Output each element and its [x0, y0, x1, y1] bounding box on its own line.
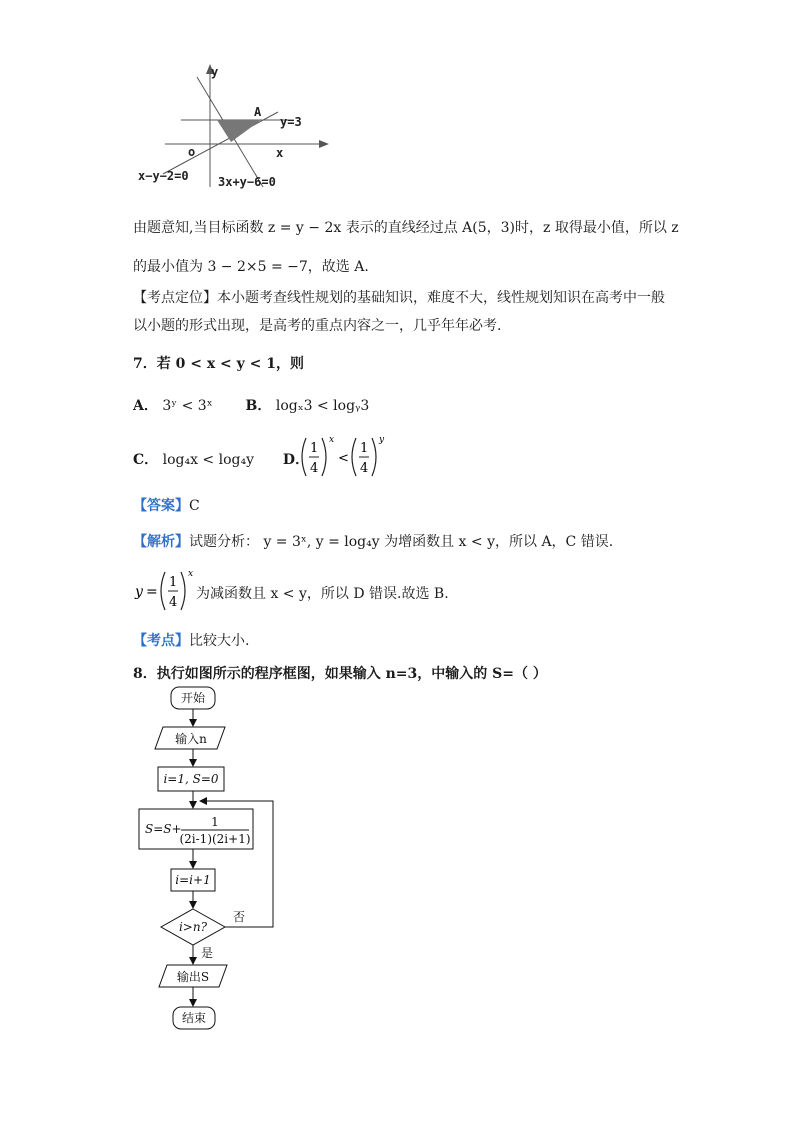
svg-text:=: = — [146, 584, 158, 600]
svg-text:<: < — [338, 451, 349, 466]
origin-label: o — [188, 145, 196, 159]
line-2-label: 3x+y−6=0 — [218, 175, 276, 189]
solution6-line1: 由题意知,当目标函数 z = y − 2x 表示的直线经过点 A(5，3)时，z 取得最小值，所以 z — [133, 220, 679, 236]
x-axis-label: x — [276, 146, 284, 160]
fc-init-text: i=1, S=0 — [163, 772, 219, 786]
svg-text:1: 1 — [310, 441, 319, 456]
svg-text:4: 4 — [360, 461, 369, 476]
q7-opt-a-label: A． — [133, 398, 158, 414]
kaodian-text2: 以小题的形式出现，是高考的重点内容之一，几乎年年必考. — [133, 318, 502, 334]
fc-yes: 是 — [201, 946, 214, 960]
svg-text:1: 1 — [169, 575, 178, 590]
fc-frac-num: 1 — [211, 815, 219, 829]
kaodian-dingwei — [133, 287, 665, 307]
fc-update-text: S=S+ — [145, 822, 182, 836]
q7-title: 7．若 0 < x < y < 1，则 — [133, 356, 305, 372]
fc-start-text: 开始 — [180, 691, 206, 705]
q7-analysis-formula — [133, 566, 195, 616]
q7-options-ab — [133, 395, 369, 415]
svg-text:y: y — [379, 435, 385, 445]
svg-text:x: x — [329, 435, 335, 445]
kp-text: 比较大小. — [189, 633, 250, 649]
q7-opt-d-formula — [298, 432, 388, 482]
feasible-region — [217, 120, 261, 142]
solution6-line2: 的最小值为 3 − 2×5 = −7，故选 A. — [133, 259, 369, 275]
analysis-label: 【解析】 — [133, 534, 189, 550]
feasible-region-graph — [133, 62, 333, 192]
line-1-label: x−y−2=0 — [138, 169, 189, 183]
kaodian-text: 本小题考查线性规划的基础知识，难度不大，线性规划知识在高考中一般 — [217, 290, 665, 306]
fc-cond-text: i>n? — [178, 920, 208, 934]
y-axis-label: y — [211, 65, 219, 79]
q7-opt-c-label: C． — [133, 452, 159, 468]
analysis-text: 试题分析： y = 3ˣ, y = log₄y 为增函数且 x < y，所以 A，C 错误. — [189, 534, 614, 550]
q7-opt-c: log₄x < log₄y — [162, 452, 255, 468]
point-a-label: A — [254, 105, 262, 119]
q7-opt-b-label: B． — [245, 398, 272, 414]
fc-end-text: 结束 — [181, 1011, 207, 1025]
svg-text:y: y — [135, 584, 143, 600]
q7-opt-b: logₓ3 < logᵧ3 — [275, 398, 370, 414]
flowchart — [133, 685, 293, 1035]
answer-value: C — [189, 498, 200, 514]
fc-no: 否 — [233, 910, 246, 924]
q7-opt-d-label: D． — [282, 452, 310, 468]
fc-input-text: 输入n — [175, 732, 207, 746]
svg-text:1: 1 — [360, 441, 369, 456]
line-y3-label: y=3 — [280, 115, 302, 129]
kaodian-label: 【考点定位】 — [133, 290, 217, 306]
fc-frac-den: (2i-1)(2i+1) — [179, 832, 251, 846]
q8-title: 8．执行如图所示的程序框图，如果输入 n=3，中输入的 S=（ ） — [133, 666, 547, 682]
q7-answer — [133, 495, 200, 515]
svg-text:4: 4 — [169, 595, 178, 610]
svg-text:x: x — [188, 569, 194, 579]
fc-output-text: 输出S — [176, 970, 210, 984]
analysis-text2: 为减函数且 x < y，所以 D 错误.故选 B. — [196, 586, 449, 602]
fc-inc-text: i=i+1 — [175, 873, 211, 887]
q7-options-cd — [133, 449, 309, 469]
q7-kaodian — [133, 630, 249, 650]
q7-opt-a: 3ʸ < 3ˣ — [162, 398, 213, 414]
svg-text:4: 4 — [310, 461, 319, 476]
answer-label: 【答案】 — [133, 498, 189, 514]
kp-label: 【考点】 — [133, 633, 189, 649]
q7-analysis — [133, 531, 613, 551]
